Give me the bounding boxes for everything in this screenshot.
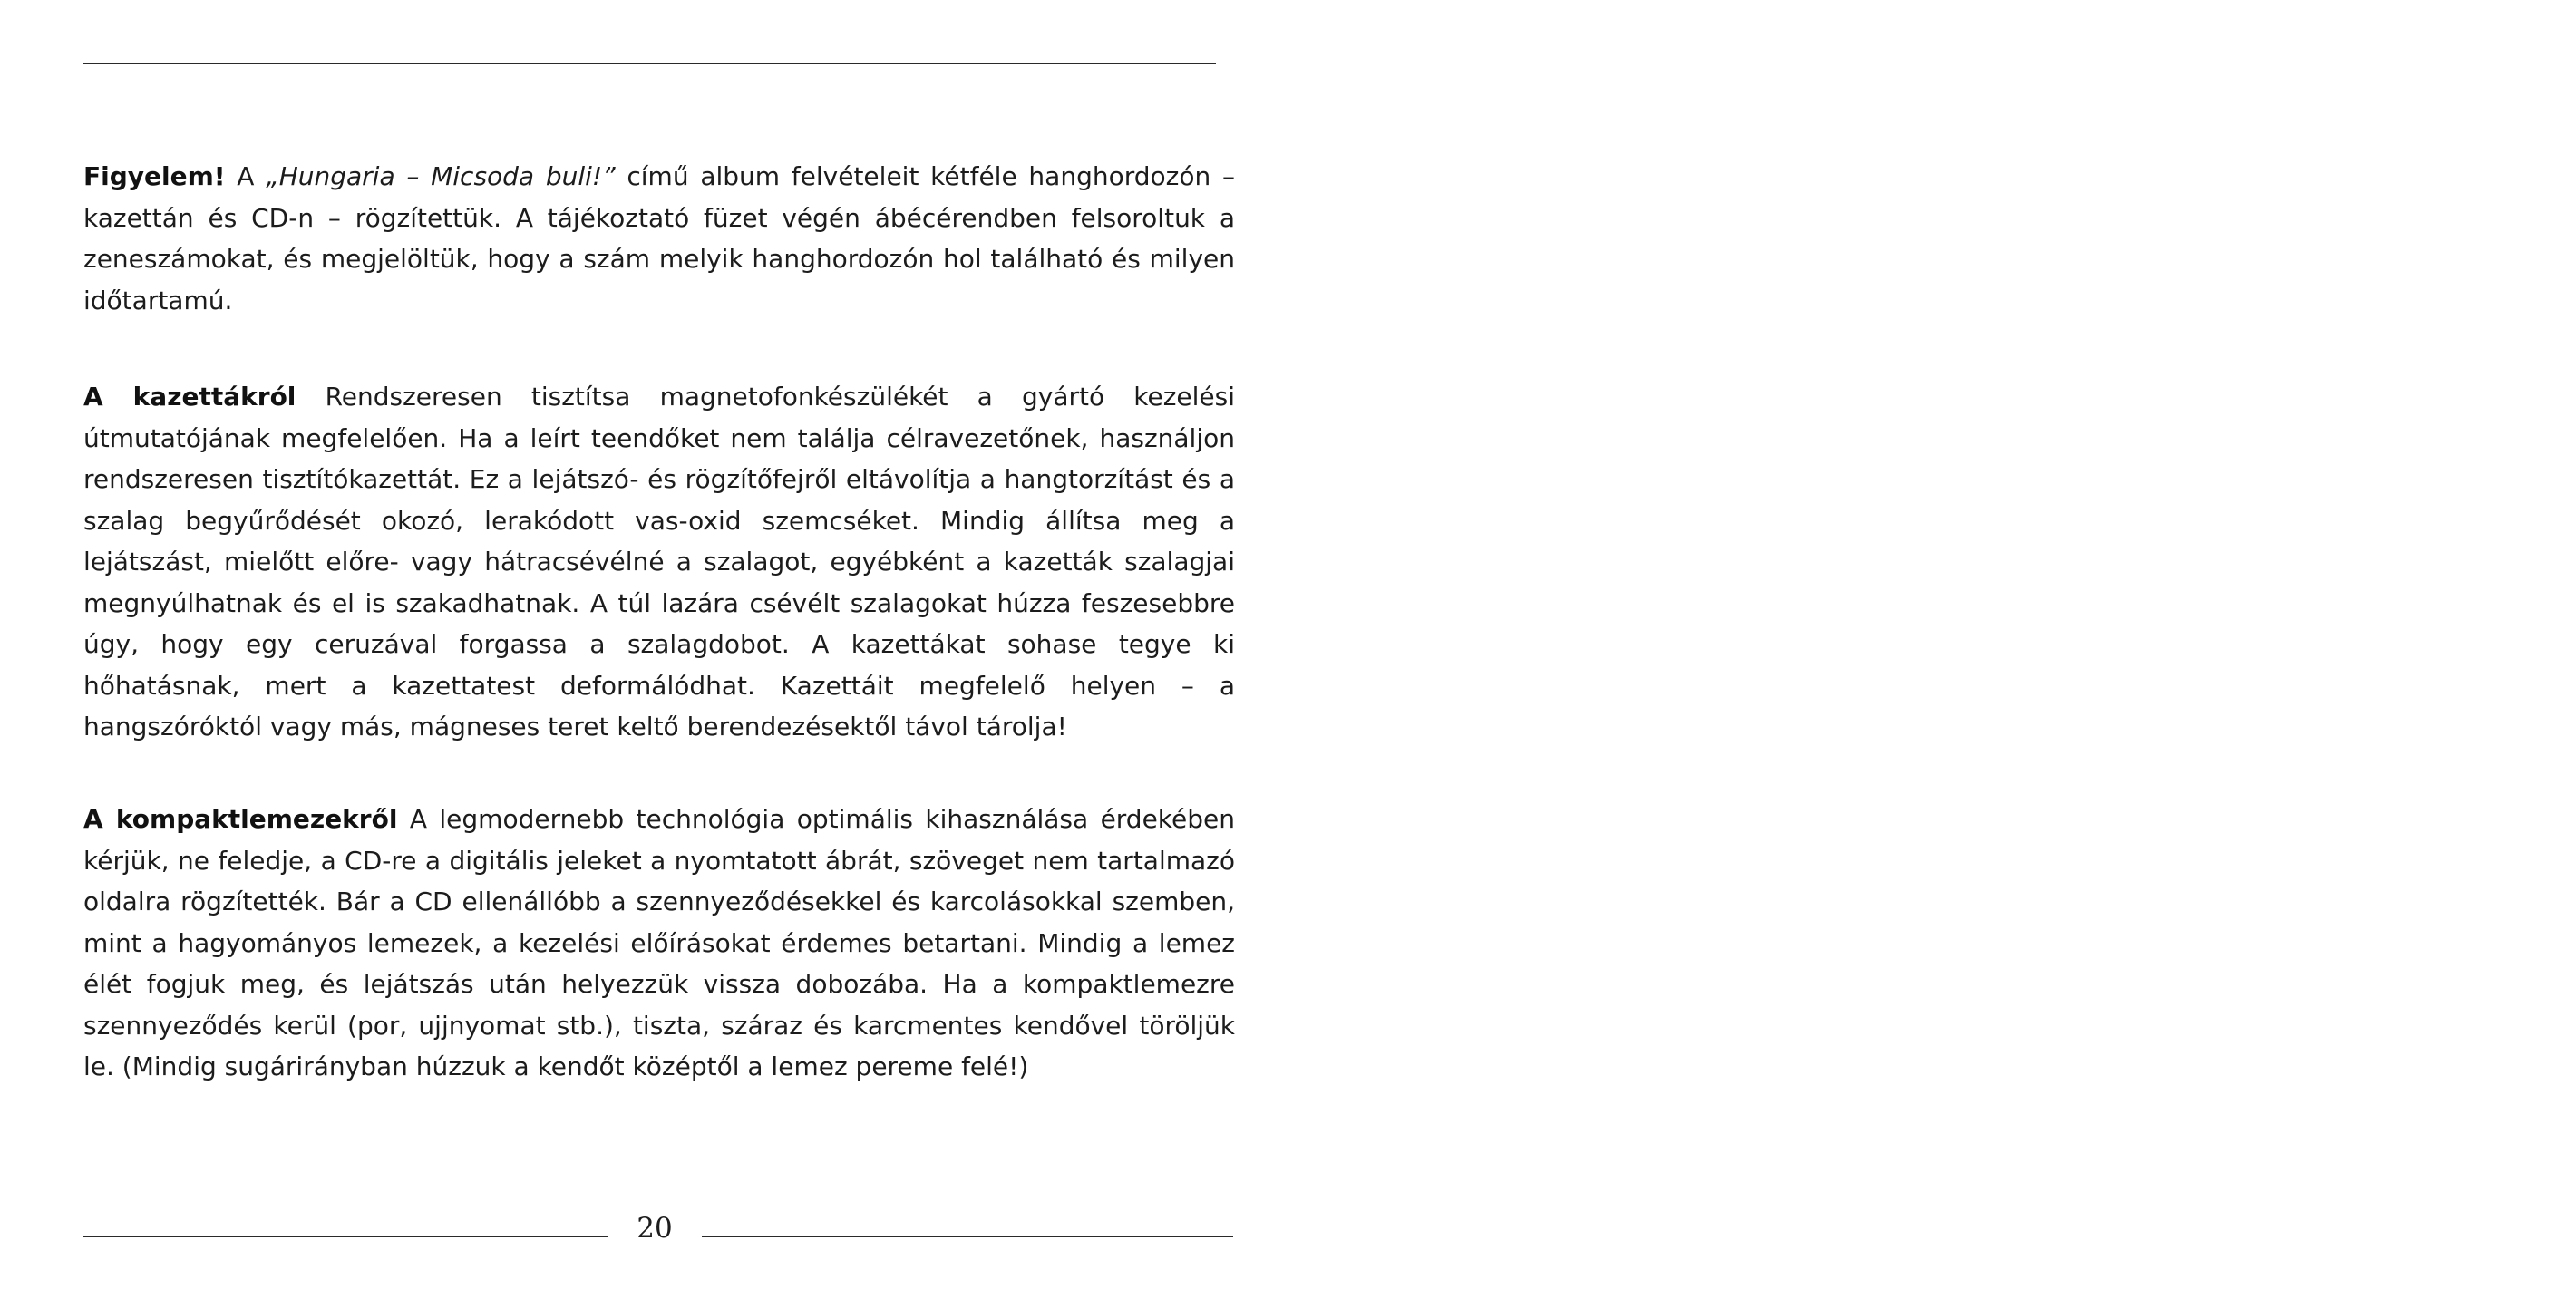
cassettes-paragraph [83,376,1235,748]
compact-discs-paragraph [83,799,1235,1088]
page-footer [83,1210,1233,1246]
cassettes-heading: A kazettákról [83,382,296,412]
compact-discs-heading: A kompaktlemezekről [83,804,398,834]
notice-text: című album felvételeit kétféle hanghordozón – kazettán és CD-n – rögzítettük. A tájékoztató füzet végén ábécérendben felsoroltuk a zeneszámokat, és megjelöltük, hogy a szám melyik hanghordozón hol található és milyen időtartamú. [83,161,1235,315]
notice-lead: Figyelem! [83,161,226,191]
album-title: „Hungaria – Micsoda buli!” [266,161,616,191]
compact-discs-text: A legmodernebb technológia optimális kihasználása érdekében kérjük, ne feledje, a CD-re a digitális jeleket a nyomtatott ábrát, szöveget nem tartalmazó oldalra rögzítették. Bár a CD ellenállóbb a szennyeződésekkel és karcolásokkal szemben, mint a hagyományos lemezek, a kezelési előírásokat érdemes betartani. Mindig a lemez élét fogjuk meg, és lejátszás után helyezzük vissza dobozába. Ha a kompaktlemezre szennyeződés kerül (por, ujjnyomat stb.), tiszta, száraz és karcmentes kendővel töröljük le. (Mindig sugárirányban húzzuk a kendőt középtől a lemez pereme felé!) [83,804,1236,1081]
notice-paragraph [83,156,1235,321]
footer-divider-left [83,1236,608,1237]
page-number: 20 [637,1212,673,1245]
cassettes-text: Rendszeresen tisztítsa magnetofonkészülékét a gyártó kezelési útmutatójának megfelelően. Ha a leírt teendőket nem találja célravezetőnek, használjon rendszeresen tisztítókazettát. Ez a lejátszó- és rögzítőfejről eltávolítja a hangtorzítást és a szalag begyűrődését okozó, lerakódott vas-oxid szemcséket. Mindig állítsa meg a lejátszást, mielőtt előre- vagy hátracsévélné a szalagot, egyébként a kazetták szalagjai megnyúlhatnak és el is szakadhatnak. A túl lazára csévélt szalagokat húzza feszesebbre úgy, hogy egy ceruzával forgassa a szalagdobot. A kazettákat sohase tegye ki hőhatásnak, mert a kazettatest deformálódhat. Kazettáit megfelelő helyen – a hangszóróktól vagy más, mágneses teret keltő berendezésektől távol tárolja! [83,382,1236,741]
notice-text-start: A [225,161,267,191]
footer-divider-right [702,1236,1233,1237]
top-divider [83,63,1216,64]
